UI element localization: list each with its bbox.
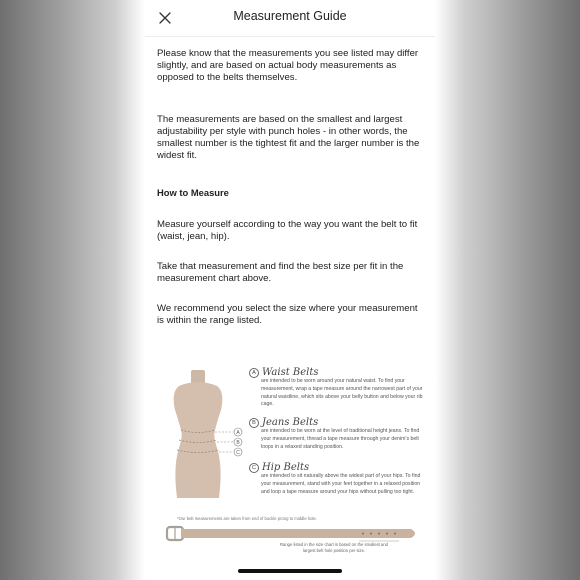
- marker-c: C: [236, 450, 240, 456]
- hip-belts-section: [249, 462, 429, 496]
- section-letter-b: B: [249, 418, 259, 428]
- range-note: Range listed in the size chart is based on the smallest and largest belt hole position per size.: [279, 542, 388, 553]
- home-indicator: [238, 569, 342, 573]
- section-letter-a: A: [249, 368, 259, 378]
- measurement-illustration: [149, 362, 431, 562]
- marker-a: A: [236, 430, 240, 436]
- waist-belts-description: are intended to be worn around your natural waist. To find your measurement, wrap a tape measure around the narrowest part of your natural waistline, which sits above your belly button and below your rib cage.: [261, 378, 423, 408]
- adjustability-note: The measurements are based on the smallest and largest adjustability per style with punch holes - in other words, the smallest number is the tightest fit and the larger number is the widest fit.: [157, 114, 420, 161]
- hip-belts-description: are intended to sit naturally above the widest part of your hips. To find your measurement, stand with your feet together in a relaxed position and loop a tape measure around your hips without pulling too tight.: [261, 473, 421, 495]
- jeans-belts-section: [249, 417, 429, 451]
- jeans-belts-title: Jeans Belts: [262, 417, 319, 428]
- step-measure: Measure yourself according to the way you want the belt to fit (waist, jean, hip).: [157, 219, 418, 242]
- modal-sheet: [145, 0, 435, 580]
- mannequin-illustration: [159, 370, 251, 510]
- section-letter-c: C: [249, 463, 259, 473]
- how-to-heading: How to Measure: [157, 187, 229, 198]
- step-recommend: We recommend you select the size where your measurement is within the range listed.: [157, 303, 418, 326]
- belt-illustration: [159, 522, 421, 544]
- measurement-note: Please know that the measurements you see listed may differ slightly, and are based on actual body measurements as opposed to the belts themselves.: [157, 48, 419, 83]
- step-find-size: Take that measurement and find the best size per fit in the measurement chart above.: [157, 261, 404, 284]
- hip-belts-title: Hip Belts: [262, 462, 310, 473]
- page-title: Measurement Guide: [233, 9, 347, 23]
- marker-b: B: [236, 440, 240, 446]
- modal-header: [145, 0, 435, 37]
- waist-belts-section: [249, 367, 429, 409]
- belt-measurement-footnote: *Our belt measurements are taken from end of buckle prong to middle hole.: [177, 516, 317, 521]
- jeans-belts-description: are intended to be worn at the level of traditional height jeans. To find your measurement, thread a tape measure through your denim's belt loops in a relaxed standing position.: [261, 428, 420, 450]
- waist-belts-title: Waist Belts: [262, 367, 319, 378]
